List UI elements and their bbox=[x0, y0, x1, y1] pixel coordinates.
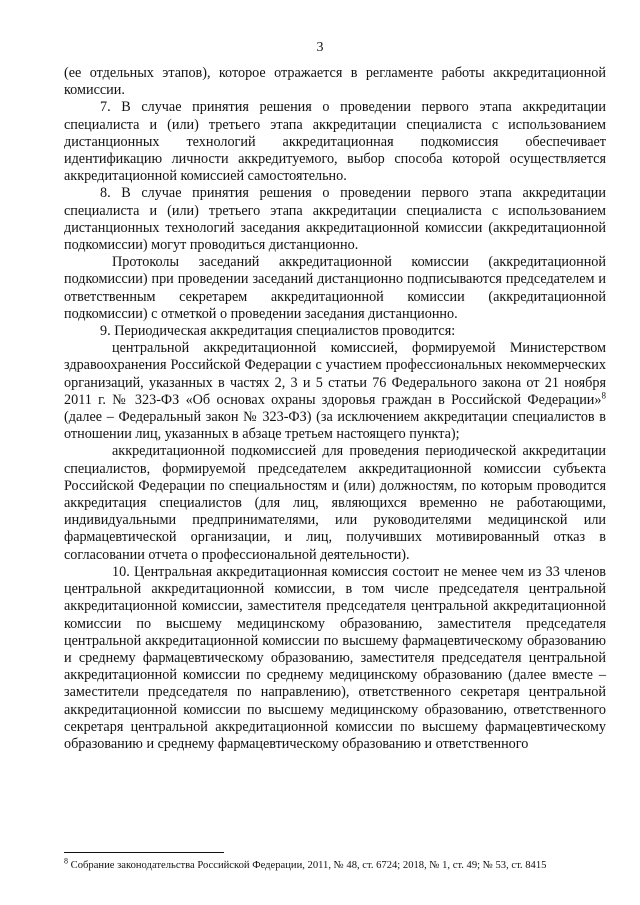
footnote-mark: 8 bbox=[64, 856, 68, 866]
footnote bbox=[64, 856, 606, 872]
footnote-divider bbox=[64, 852, 224, 853]
paragraph-continuation: (ее отдельных этапов), которое отражается в регламенте работы аккредитационной комиссии. bbox=[64, 65, 606, 99]
body-text bbox=[64, 65, 606, 753]
paragraph-protocols: Протоколы заседаний аккредитационной комиссии (аккредитационной подкомиссии) при проведении заседаний дистанционно подписываются председателем и ответственным секретарем аккредитационной комиссии (аккредитационной подкомиссии) с отметкой о проведении заседания дистанционно. bbox=[64, 254, 606, 322]
paragraph-central-commission-cont: (далее – Федеральный закон № 323-ФЗ) (за исключением аккредитации специалистов в отношении лиц, указанных в абзаце третьем настоящего пункта); bbox=[64, 409, 606, 443]
paragraph-central-commission bbox=[64, 340, 606, 443]
paragraph-10: 10. Центральная аккредитационная комиссия состоит не менее чем из 33 членов центральной аккредитационной комиссии, в том числе председателя центральной аккредитационной комиссии, заместителя председателя центральной аккредитационной комиссии по высшему медицинскому образованию, заместителя председателя центральной аккредитационной комиссии по высшему фармацевтическому образованию и среднему фармацевтическому образованию, заместителя председателя центральной аккредитационной комиссии по среднему медицинскому образованию (далее вместе – заместители председателя по направлению), ответственного секретаря центральной аккредитационной комиссии по высшему медицинскому образованию, ответственного секретаря центральной аккредитационной комиссии по высшему фармацевтическому образованию и среднему фармацевтическому образованию и ответственного bbox=[64, 563, 606, 752]
page-number: 3 bbox=[316, 40, 324, 55]
footnote-text: Собрание законодательства Российской Федерации, 2011, № 48, ст. 6724; 2018, № 1, ст. 49; № 53, ст. 8415 bbox=[70, 860, 547, 871]
paragraph-7: 7. В случае принятия решения о проведении первого этапа аккредитации специалиста и (или) третьего этапа аккредитации специалиста с использованием дистанционных технологий аккредитационная подкомиссия обеспечивает идентификацию личности аккредитуемого, выбор способа которой осуществляется аккредитационной комиссией самостоятельно. bbox=[64, 99, 606, 185]
paragraph-subcommission: аккредитационной подкомиссией для проведения периодической аккредитации специалистов, формируемой председателем аккредитационной комиссии субъекта Российской Федерации по специальностям и (или) должностям, по которым проводится аккредитация специалистов (для лиц, являющихся временно не работающими, индивидуальными предпринимателями, или руководителями медицинской или фармацевтической организации, и лиц, получивших мотивированный отказ в согласовании отчета о профессиональной деятельности). bbox=[64, 443, 606, 563]
paragraph-9: 9. Периодическая аккредитация специалистов проводится: bbox=[100, 323, 456, 340]
paragraph-8: 8. В случае принятия решения о проведении первого этапа аккредитации специалиста и (или) третьего этапа аккредитации специалиста с использованием дистанционных технологий заседания аккредитационной комиссии (аккредитационной подкомиссии) могут проводиться дистанционно. bbox=[64, 185, 606, 254]
footnote-reference: 8 bbox=[601, 390, 606, 401]
paragraph-central-commission-text: центральной аккредитационной комиссией, формируемой Министерством здравоохранения Российской Федерации с участием профессиональных некоммерческих организаций, указанных в частях 2, 3 и 5 статьи 76 Федерального закона от 21 ноября 2011 г. № 323-ФЗ «Об основах охраны здоровья граждан в Российской Федерации» bbox=[64, 340, 606, 408]
